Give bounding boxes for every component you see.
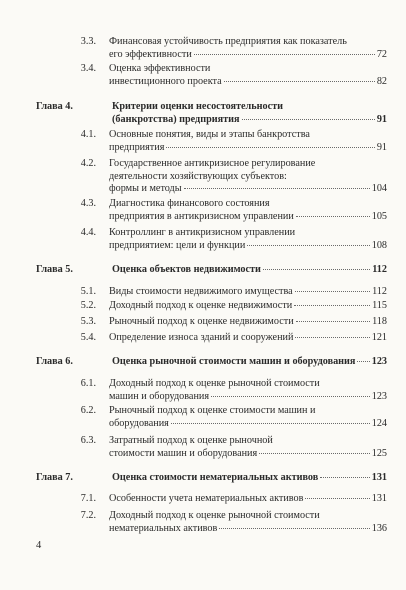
title-line: Диагностика финансового состояния: [109, 198, 270, 209]
entry-title: [109, 286, 387, 299]
dot-leader: [166, 147, 374, 148]
entry-title: [109, 36, 387, 61]
title-line: предприятия: [109, 141, 165, 153]
title-line: Основные понятия, виды и этапы банкротства: [109, 129, 310, 140]
chapter-label: Глава 4.: [36, 101, 73, 112]
page-ref: 105: [371, 210, 387, 222]
entry-title: [112, 101, 387, 126]
entry-title: [109, 198, 387, 223]
dot-leader: [224, 81, 375, 82]
section-number: 4.3.: [80, 198, 96, 209]
section-number: 4.2.: [80, 158, 96, 169]
title-line: Определение износа зданий и сооружений: [109, 332, 294, 343]
entry-title: [109, 316, 387, 329]
dot-leader: [296, 321, 370, 322]
entry-title: [112, 472, 387, 485]
title-line: Оценка эффективности: [109, 63, 211, 74]
dot-leader: [194, 54, 375, 55]
section-number: 7.2.: [80, 510, 96, 521]
entry-title: [109, 227, 387, 252]
entry-title: [109, 378, 387, 403]
title-line: предприятия в антикризисном управлении: [109, 210, 294, 222]
dot-leader: [295, 291, 370, 292]
dot-leader: [320, 477, 369, 478]
page-ref: 125: [371, 447, 387, 459]
page-ref: 123: [371, 390, 387, 402]
page-ref: 108: [371, 239, 387, 251]
dot-leader: [295, 337, 369, 338]
title-line: Доходный подход к оценке рыночной стоимости: [109, 510, 320, 521]
title-line: Контроллинг в антикризисном управлении: [109, 227, 296, 238]
title-line: формы и методы: [109, 183, 182, 194]
dot-leader: [259, 453, 370, 454]
section-number: 6.3.: [80, 435, 96, 446]
title-line: Рыночный подход к оценке стоимости машин и: [109, 405, 316, 416]
chapter-label: Глава 7.: [36, 472, 73, 483]
page-ref: 124: [371, 417, 387, 429]
section-number: 4.4.: [80, 227, 96, 238]
title-line: нематериальных активов: [109, 522, 218, 534]
title-line: Доходный подход к оценке рыночной стоимости: [109, 378, 320, 389]
dot-leader: [305, 498, 369, 499]
title-line: оборудования: [109, 417, 169, 429]
section-number: 4.1.: [80, 129, 96, 140]
title-line: инвестиционного проекта: [109, 75, 222, 87]
page-ref: 91: [376, 141, 387, 153]
entry-title: [109, 332, 387, 345]
page-ref: 123: [371, 356, 387, 367]
entry-title: [109, 405, 387, 430]
dot-leader: [219, 528, 369, 529]
title-line: Затратный подход к оценке рыночной: [109, 435, 273, 446]
title-line: Виды стоимости недвижимого имущества: [109, 286, 293, 297]
page-ref: 72: [376, 48, 387, 60]
entry-title: [109, 300, 387, 313]
page-ref: 131: [371, 472, 387, 483]
entry-title: [109, 63, 387, 88]
page-number: 4: [36, 540, 42, 551]
entry-title: [112, 264, 387, 277]
entry-title: [109, 129, 387, 154]
dot-leader: [294, 305, 370, 306]
dot-leader: [296, 216, 370, 217]
title-line: Критерии оценки несостоятельности: [112, 101, 283, 112]
title-line: Оценка стоимости нематериальных активов: [112, 472, 319, 483]
page-ref: 82: [376, 75, 387, 87]
title-line: предприятием: цели и функции: [109, 239, 246, 251]
chapter-label: Глава 5.: [36, 264, 73, 275]
page-ref: 112: [372, 264, 387, 275]
dot-leader: [184, 188, 370, 189]
title-line: Рыночный подход к оценке недвижимости: [109, 316, 294, 327]
page-ref: 115: [372, 300, 387, 311]
title-line: Государственное антикризисное регулирование: [109, 158, 316, 169]
section-number: 3.4.: [80, 63, 96, 74]
entry-title: [109, 510, 387, 535]
title-line: деятельности хозяйствующих субъектов:: [109, 170, 287, 182]
entry-title: [109, 493, 387, 506]
title-line: его эффективности: [109, 48, 192, 60]
title-line: машин и оборудования: [109, 390, 210, 402]
entry-title: [112, 356, 387, 369]
page-ref: 104: [371, 183, 387, 194]
title-line: (банкротства) предприятия: [112, 113, 240, 125]
entry-title: [109, 158, 387, 196]
section-number: 5.2.: [80, 300, 96, 311]
page-ref: 136: [371, 522, 387, 534]
page-ref: 112: [372, 286, 387, 297]
section-number: 7.1.: [80, 493, 96, 504]
section-number: 6.1.: [80, 378, 96, 389]
section-number: 3.3.: [80, 36, 96, 47]
title-line: Оценка рыночной стоимости машин и оборудования: [112, 356, 356, 367]
dot-leader: [171, 423, 370, 424]
page-ref: 131: [371, 493, 387, 504]
section-number: 5.1.: [80, 286, 96, 297]
title-line: Оценка объектов недвижимости: [112, 264, 261, 275]
dot-leader: [242, 119, 375, 120]
section-number: 6.2.: [80, 405, 96, 416]
title-line: Финансовая устойчивость предприятия как показатель: [109, 36, 347, 47]
dot-leader: [247, 245, 369, 246]
section-number: 5.4.: [80, 332, 96, 343]
chapter-label: Глава 6.: [36, 356, 73, 367]
page-ref: 118: [372, 316, 387, 327]
title-line: стоимости машин и оборудования: [109, 447, 258, 459]
entry-title: [109, 435, 387, 460]
dot-leader: [357, 361, 369, 362]
title-line: Особенности учета нематериальных активов: [109, 493, 304, 504]
section-number: 5.3.: [80, 316, 96, 327]
page-ref: 121: [371, 332, 387, 343]
page-ref: 91: [376, 113, 387, 125]
dot-leader: [211, 396, 370, 397]
dot-leader: [263, 269, 370, 270]
title-line: Доходный подход к оценке недвижимости: [109, 300, 293, 311]
